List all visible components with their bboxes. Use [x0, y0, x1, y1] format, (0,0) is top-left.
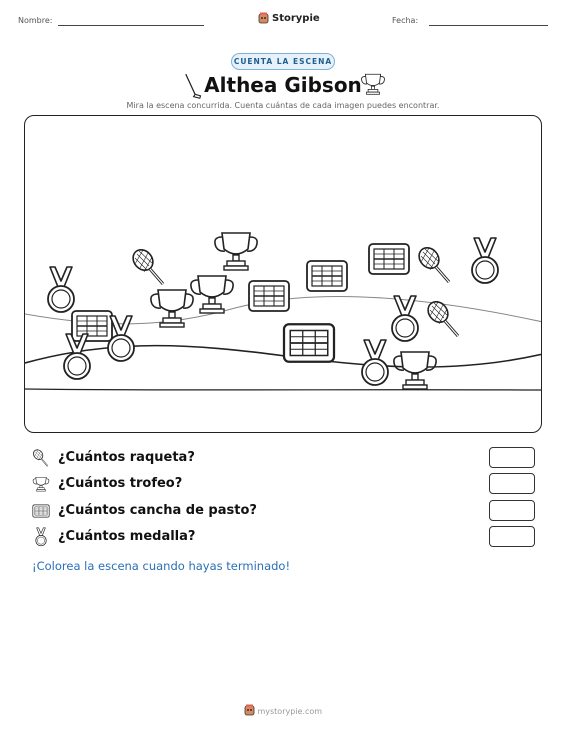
medal-2: [472, 238, 498, 283]
answer-box-medal[interactable]: [489, 526, 535, 547]
date-input-line[interactable]: [429, 25, 548, 26]
question-text: ¿Cuántos trofeo?: [58, 476, 183, 491]
scene-drawing: [25, 116, 542, 433]
question-trophy: [32, 473, 536, 495]
answer-box-grass-court[interactable]: [489, 500, 535, 521]
question-text: ¿Cuántos medalla?: [58, 529, 196, 544]
question-racket: [32, 447, 536, 469]
activity-badge: CUENTA LA ESCENA: [231, 53, 335, 70]
racket-3: [424, 298, 458, 336]
closing-instruction: ¡Colorea la escena cuando hayas terminado!: [32, 559, 291, 573]
grass-court-3: [249, 281, 289, 311]
busy-scene: [24, 115, 542, 433]
racket-1: [415, 244, 449, 282]
question-grass-court: [32, 500, 536, 522]
grass-court-1: [369, 244, 409, 274]
grass-court-4: [72, 311, 112, 341]
grass-court-5: [284, 324, 334, 362]
medal-icon: [32, 527, 50, 547]
instructions: Mira la escena concurrida. Cuenta cuántas de cada imagen puedes encontrar.: [126, 101, 440, 110]
answer-box-racket[interactable]: [489, 447, 535, 468]
medal-6: [362, 340, 388, 385]
trophy-1: [215, 233, 257, 270]
trophy-4: [394, 352, 436, 389]
storypie-mascot-icon: [244, 704, 255, 716]
grass-court-2: [307, 261, 347, 291]
footer-url: mystorypie.com: [257, 707, 323, 716]
footer-brand: [0, 704, 566, 716]
storypie-logo: [258, 12, 320, 24]
brand-name: Storypie: [272, 12, 320, 24]
racket-icon: [32, 448, 50, 468]
question-text: ¿Cuántos cancha de pasto?: [58, 503, 257, 518]
medal-5: [392, 296, 418, 341]
trophy-2: [191, 276, 233, 313]
answer-box-trophy[interactable]: [489, 473, 535, 494]
page-title: Althea Gibson: [204, 73, 362, 97]
date-label: Fecha:: [392, 16, 419, 25]
question-text: ¿Cuántos raqueta?: [58, 450, 195, 465]
storypie-mascot-icon: [258, 12, 269, 24]
question-medal: [32, 526, 536, 548]
trophy-title-icon: [360, 71, 386, 97]
medal-3: [108, 316, 134, 361]
medal-1: [48, 267, 74, 312]
trophy-icon: [32, 474, 50, 494]
racket-2: [129, 246, 163, 284]
grass-court-icon: [32, 501, 50, 521]
trophy-3: [151, 290, 193, 327]
name-input-line[interactable]: [58, 25, 204, 26]
name-label: Nombre:: [18, 16, 53, 25]
name-date-header: [18, 12, 548, 32]
